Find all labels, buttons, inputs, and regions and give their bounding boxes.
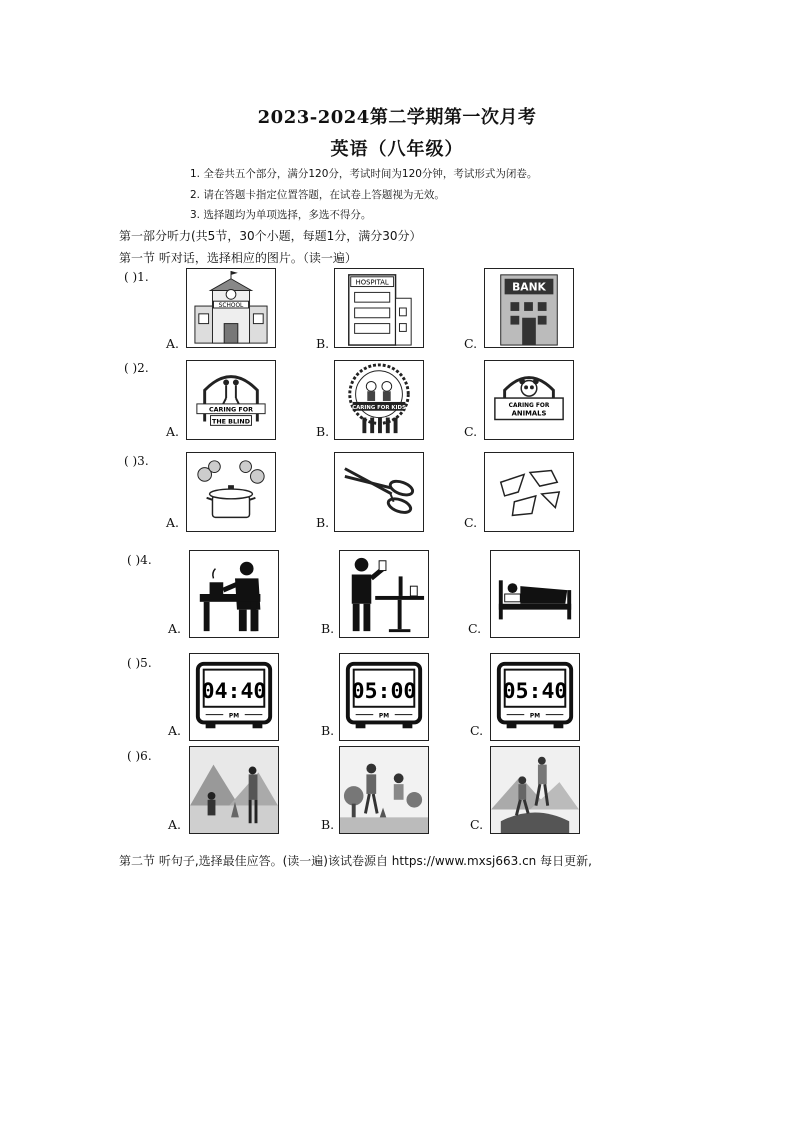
- option-b-label: B.: [316, 424, 330, 439]
- scissors-icon[interactable]: [334, 452, 424, 532]
- blind-label-2: THE BLIND: [212, 418, 250, 426]
- man-cooking-icon[interactable]: [189, 550, 279, 638]
- option-a-label: A.: [168, 621, 182, 636]
- question-number: ( )6.: [127, 749, 152, 763]
- option-c-label: C.: [464, 515, 478, 530]
- note-2: 2. 请在答题卡指定位置答题，在试卷上答题视为无效。: [190, 189, 445, 201]
- option-a-label: A.: [166, 424, 180, 439]
- cooking-pot-icon[interactable]: [186, 452, 276, 532]
- option-b-label: B.: [321, 723, 335, 738]
- clock-time: 05:40: [502, 678, 568, 704]
- question-number: ( )1.: [124, 270, 149, 284]
- option-a-label: A.: [168, 723, 182, 738]
- option-c-label: C.: [464, 424, 478, 439]
- person-in-bed-icon[interactable]: [490, 550, 580, 638]
- campfire-icon[interactable]: [189, 746, 279, 834]
- question-number: ( )5.: [127, 656, 152, 670]
- clock-icon[interactable]: [490, 653, 580, 741]
- option-b-label: B.: [321, 817, 335, 832]
- option-b-label: B.: [316, 336, 330, 351]
- question-number: ( )4.: [127, 553, 152, 567]
- note-1: 1. 全卷共五个部分，满分120分，考试时间为120分钟，考试形式为闭卷。: [190, 168, 538, 180]
- option-a-label: A.: [166, 515, 180, 530]
- option-c-label: C.: [468, 621, 482, 636]
- clock-pm: PM: [378, 713, 390, 720]
- clock-pm: PM: [228, 713, 240, 720]
- caring-blind-icon[interactable]: [186, 360, 276, 440]
- clock-icon[interactable]: [339, 653, 429, 741]
- caring-kids-icon[interactable]: [334, 360, 424, 440]
- exam-title: 2023-2024第二学期第一次月考: [257, 107, 537, 128]
- hospital-icon[interactable]: [334, 268, 424, 348]
- part-1-heading: 第一部分听力(共5节，30个小题，每题1分，满分30分）: [119, 229, 422, 243]
- animals-label-1: CARING FOR: [508, 402, 550, 409]
- option-b-label: B.: [316, 515, 330, 530]
- hiking-icon[interactable]: [490, 746, 580, 834]
- school-sign: SCHOOL: [218, 303, 244, 310]
- clock-pm: PM: [529, 713, 541, 720]
- exam-subtitle: 英语（八年级）: [330, 139, 464, 160]
- caring-animals-icon[interactable]: [484, 360, 574, 440]
- hospital-sign: HOSPITAL: [355, 278, 389, 287]
- option-c-label: C.: [464, 336, 478, 351]
- school-icon[interactable]: [186, 268, 276, 348]
- kids-label: CARING FOR KIDS: [352, 404, 406, 411]
- broken-plate-icon[interactable]: [484, 452, 574, 532]
- option-c-label: C.: [470, 817, 484, 832]
- bank-icon[interactable]: [484, 268, 574, 348]
- question-number: ( )2.: [124, 361, 149, 375]
- clock-time: 04:40: [201, 678, 267, 704]
- tree-planting-icon[interactable]: [339, 746, 429, 834]
- section-2-heading: 第二节 听句子,选择最佳应答。(读一遍)该试卷源自 https://www.mxsj663.cn 每日更新,: [119, 854, 592, 868]
- option-a-label: A.: [168, 817, 182, 832]
- option-b-label: B.: [321, 621, 335, 636]
- option-a-label: A.: [166, 336, 180, 351]
- question-number: ( )3.: [124, 454, 149, 468]
- man-at-table-icon[interactable]: [339, 550, 429, 638]
- clock-icon[interactable]: [189, 653, 279, 741]
- option-c-label: C.: [470, 723, 484, 738]
- animals-label-2: ANIMALS: [511, 409, 547, 418]
- clock-time: 05:00: [351, 678, 417, 704]
- note-3: 3. 选择题均为单项选择，多选不得分。: [190, 209, 372, 221]
- blind-label-1: CARING FOR: [208, 406, 254, 414]
- bank-sign: BANK: [512, 280, 546, 294]
- section-1-heading: 第一节 听对话，选择相应的图片。（读一遍）: [119, 251, 357, 265]
